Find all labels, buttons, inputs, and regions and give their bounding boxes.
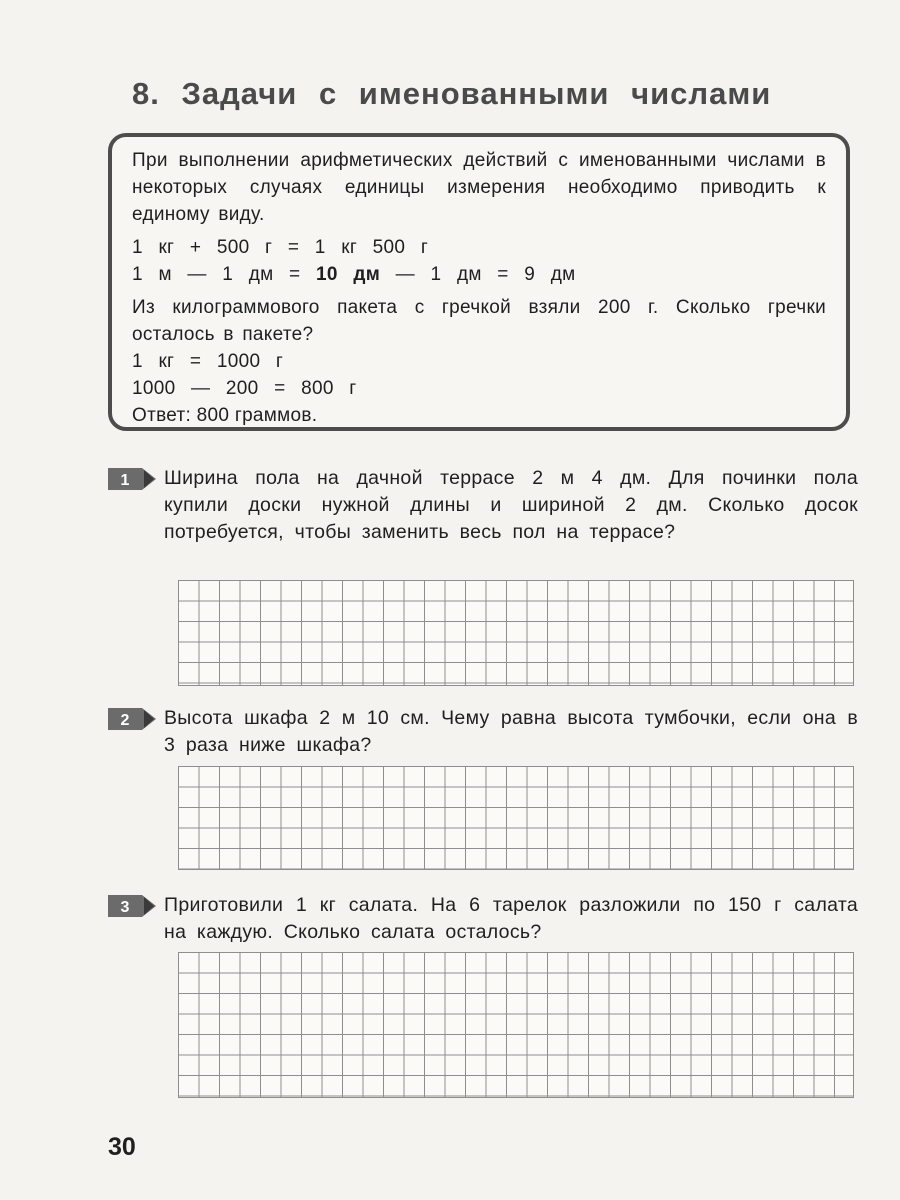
rule-equation-2 [132,261,826,288]
rule-equation-2-part-a: 1 м — 1 дм = [132,264,317,285]
task-2-text-content: Высота шкафа 2 м 10 см. Чему равна высота тумбочки, если она в 3 раза ниже шкафа? [164,707,858,756]
task-2-number-badge [108,708,158,730]
task-1-number: 1 [120,472,130,489]
task-2-number: 2 [120,712,130,729]
example-answer: Ответ: 800 граммов. [132,405,318,426]
task-3-answer-grid[interactable] [178,952,854,1098]
section-title: 8. Задачи с именованными числами [132,76,772,111]
task-3-text [164,892,858,946]
example-problem: Из килограммового пакета с гречкой взяли 200 г. Сколько гречки осталось в пакете? [132,297,826,345]
task-1-text [164,465,858,546]
task-2-text [164,705,858,759]
task-2-answer-grid[interactable] [178,766,854,870]
task-3-text-content: Приготовили 1 кг салата. На 6 тарелок разложили по 150 г салата на каждую. Сколько салата осталось? [164,894,858,943]
rule-box [108,133,850,431]
page-number: 30 [108,1133,136,1161]
example-step-2: 1000 — 200 = 800 г [132,378,357,399]
rule-equation-2-bold: 10 дм [316,264,381,285]
task-1-text-content: Ширина пола на дачной террасе 2 м 4 дм. Для починки пола купили доски нужной длины и шириной 2 дм. Сколько досок потребуется, чтобы заменить весь пол на террасе? [164,467,858,543]
task-1-number-badge [108,468,158,490]
rule-equation-1: 1 кг + 500 г = 1 кг 500 г [132,237,429,258]
example-step-1: 1 кг = 1000 г [132,351,284,372]
task-1-answer-grid[interactable] [178,580,854,686]
task-3-number: 3 [120,899,130,916]
rule-text: При выполнении арифметических действий с именованными числами в некоторых случаях единицы измерения необходимо приводить к единому виду. [132,150,826,225]
rule-equation-2-part-b: — 1 дм = 9 дм [380,264,576,285]
task-3-number-badge [108,895,158,917]
